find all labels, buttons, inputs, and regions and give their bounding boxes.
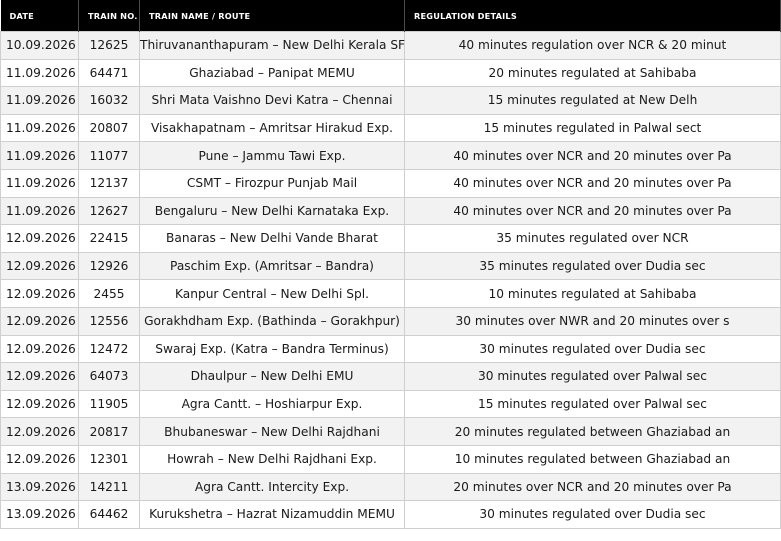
- date-cell: 11.09.2026: [1, 87, 79, 115]
- table-row: [1, 169, 781, 197]
- train-name-cell: Kurukshetra – Hazrat Nizamuddin MEMU: [140, 501, 405, 529]
- train-number-cell: 12472: [79, 335, 140, 363]
- regulation-details-cell: 10 minutes regulated at Sahibaba: [405, 280, 781, 308]
- train-number-cell: 12137: [79, 169, 140, 197]
- regulation-details-cell: 15 minutes regulated at New Delh: [405, 87, 781, 115]
- column-header-details[interactable]: REGULATION DETAILS: [405, 0, 781, 32]
- train-name-cell: CSMT – Firozpur Punjab Mail: [140, 169, 405, 197]
- table-row: [1, 307, 781, 335]
- train-number-cell: 12625: [79, 32, 140, 60]
- table-row: [1, 59, 781, 87]
- regulation-details-cell: 35 minutes regulated over Dudia sec: [405, 252, 781, 280]
- date-cell: 12.09.2026: [1, 307, 79, 335]
- train-name-cell: Bengaluru – New Delhi Karnataka Exp.: [140, 197, 405, 225]
- regulation-details-cell: 20 minutes over NCR and 20 minutes over Pa: [405, 473, 781, 501]
- regulation-details-cell: 15 minutes regulated in Palwal sect: [405, 114, 781, 142]
- train-number-cell: 2455: [79, 280, 140, 308]
- header-row: [1, 0, 781, 32]
- train-name-cell: Shri Mata Vaishno Devi Katra – Chennai: [140, 87, 405, 115]
- regulation-details-cell: 40 minutes over NCR and 20 minutes over Pa: [405, 169, 781, 197]
- train-number-cell: 12926: [79, 252, 140, 280]
- table-row: [1, 335, 781, 363]
- regulation-details-cell: 15 minutes regulated over Palwal sec: [405, 390, 781, 418]
- date-cell: 12.09.2026: [1, 225, 79, 253]
- regulation-details-cell: 40 minutes over NCR and 20 minutes over Pa: [405, 142, 781, 170]
- table-row: [1, 225, 781, 253]
- date-cell: 11.09.2026: [1, 142, 79, 170]
- date-cell: 12.09.2026: [1, 363, 79, 391]
- table-row: [1, 418, 781, 446]
- date-cell: 11.09.2026: [1, 59, 79, 87]
- train-name-cell: Pune – Jammu Tawi Exp.: [140, 142, 405, 170]
- table-row: [1, 114, 781, 142]
- train-name-cell: Banaras – New Delhi Vande Bharat: [140, 225, 405, 253]
- train-name-cell: Paschim Exp. (Amritsar – Bandra): [140, 252, 405, 280]
- regulation-details-cell: 30 minutes regulated over Palwal sec: [405, 363, 781, 391]
- train-name-cell: Visakhapatnam – Amritsar Hirakud Exp.: [140, 114, 405, 142]
- table-body: [1, 32, 781, 529]
- regulation-details-cell: 30 minutes regulated over Dudia sec: [405, 335, 781, 363]
- date-cell: 13.09.2026: [1, 473, 79, 501]
- train-name-cell: Agra Cantt. Intercity Exp.: [140, 473, 405, 501]
- train-number-cell: 64073: [79, 363, 140, 391]
- column-header-train-no[interactable]: TRAIN NO.: [79, 0, 140, 32]
- date-cell: 12.09.2026: [1, 390, 79, 418]
- train-name-cell: Thiruvananthapuram – New Delhi Kerala SF: [140, 32, 405, 60]
- date-cell: 10.09.2026: [1, 32, 79, 60]
- train-number-cell: 12627: [79, 197, 140, 225]
- table-row: [1, 501, 781, 529]
- train-number-cell: 20807: [79, 114, 140, 142]
- regulation-details-cell: 10 minutes regulated between Ghaziabad an: [405, 445, 781, 473]
- train-number-cell: 64462: [79, 501, 140, 529]
- table-row: [1, 87, 781, 115]
- train-number-cell: 22415: [79, 225, 140, 253]
- regulation-details-cell: 30 minutes over NWR and 20 minutes over s: [405, 307, 781, 335]
- table-row: [1, 445, 781, 473]
- regulation-details-cell: 20 minutes regulated between Ghaziabad an: [405, 418, 781, 446]
- date-cell: 12.09.2026: [1, 335, 79, 363]
- train-name-cell: Agra Cantt. – Hoshiarpur Exp.: [140, 390, 405, 418]
- date-cell: 12.09.2026: [1, 280, 79, 308]
- date-cell: 12.09.2026: [1, 445, 79, 473]
- regulation-details-cell: 20 minutes regulated at Sahibaba: [405, 59, 781, 87]
- table-row: [1, 252, 781, 280]
- train-name-cell: Howrah – New Delhi Rajdhani Exp.: [140, 445, 405, 473]
- regulation-details-cell: 30 minutes regulated over Dudia sec: [405, 501, 781, 529]
- train-number-cell: 11905: [79, 390, 140, 418]
- train-name-cell: Swaraj Exp. (Katra – Bandra Terminus): [140, 335, 405, 363]
- regulation-details-cell: 40 minutes over NCR and 20 minutes over Pa: [405, 197, 781, 225]
- train-number-cell: 12301: [79, 445, 140, 473]
- table-row: [1, 280, 781, 308]
- train-name-cell: Kanpur Central – New Delhi Spl.: [140, 280, 405, 308]
- train-name-cell: Ghaziabad – Panipat MEMU: [140, 59, 405, 87]
- column-header-date[interactable]: DATE: [1, 0, 79, 32]
- train-name-cell: Gorakhdham Exp. (Bathinda – Gorakhpur): [140, 307, 405, 335]
- table-row: [1, 363, 781, 391]
- train-number-cell: 12556: [79, 307, 140, 335]
- date-cell: 11.09.2026: [1, 114, 79, 142]
- table-row: [1, 142, 781, 170]
- table-header: [1, 0, 781, 32]
- regulation-details-cell: 40 minutes regulation over NCR & 20 minut: [405, 32, 781, 60]
- date-cell: 12.09.2026: [1, 418, 79, 446]
- train-number-cell: 64471: [79, 59, 140, 87]
- date-cell: 11.09.2026: [1, 169, 79, 197]
- table-row: [1, 197, 781, 225]
- train-number-cell: 16032: [79, 87, 140, 115]
- train-name-cell: Dhaulpur – New Delhi EMU: [140, 363, 405, 391]
- train-number-cell: 11077: [79, 142, 140, 170]
- date-cell: 13.09.2026: [1, 501, 79, 529]
- table-row: [1, 32, 781, 60]
- date-cell: 12.09.2026: [1, 252, 79, 280]
- regulation-details-cell: 35 minutes regulated over NCR: [405, 225, 781, 253]
- train-number-cell: 20817: [79, 418, 140, 446]
- table-row: [1, 473, 781, 501]
- train-number-cell: 14211: [79, 473, 140, 501]
- table-row: [1, 390, 781, 418]
- column-header-train-name[interactable]: TRAIN NAME / ROUTE: [140, 0, 405, 32]
- train-name-cell: Bhubaneswar – New Delhi Rajdhani: [140, 418, 405, 446]
- date-cell: 11.09.2026: [1, 197, 79, 225]
